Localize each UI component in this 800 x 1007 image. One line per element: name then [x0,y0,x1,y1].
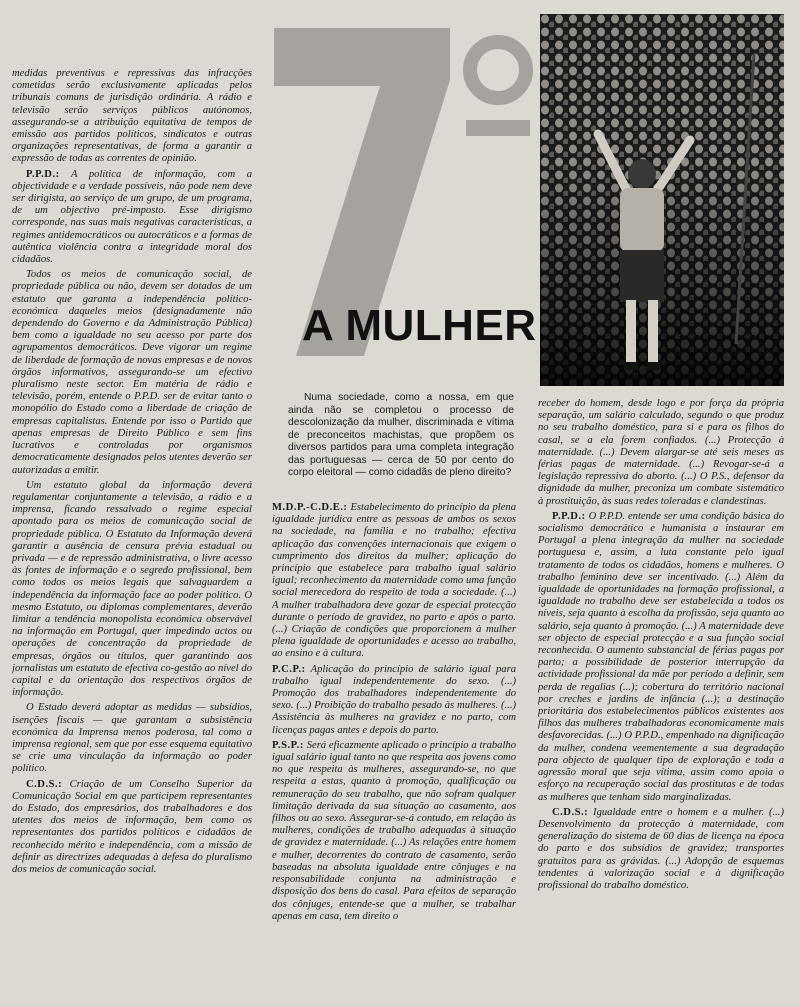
section-title: A MULHER [302,301,537,350]
party-label: P.P.D.: [26,168,60,180]
party-label: P.P.D.: [552,510,586,522]
column-right [538,398,784,1002]
paragraph: P.C.P.: Aplicação do princípio de salário igual para trabalho igual independentemente do sexo. (...) Promoção dos trabalhadores independentemente do sexo. (...) Proibição do trabalho pesado às mulheres. (...) Assistência às mulheres na gravidez e no parto, com licenças pagas antes e depois do parto. [272,663,516,736]
paragraph: Todos os meios de comunicação social, de propriedade pública ou não, devem ser dotados de um estatuto que garanta a independência político-económica daqueles meios (designadamente não dependendo do Governo e da Administração Pública) bem como a igualdade no seu acesso por parte dos agrupamentos democráticos. Deve vigorar um regime de liberdade de formação de novas empresas e de novos órgãos informativos, assegurando-se um efectivo pluralismo neste sector. Em matéria de rádio e televisão, porém, entende o P.P.D. ser de evitar tanto o monopólio do Estado como a liberdade de criação de empresas capitalistas. Entende por isso o Partido que apenas empresas de Direito Público e sem fins lucrativos e controladas por organismos democraticamente designados pelos utentes deverão ser autorizadas a emitir. [12,269,252,476]
intro-paragraph [288,392,514,480]
crowd-photo [540,14,784,386]
party-label: C.D.S.: [26,778,63,790]
party-label: P.S.P.: [272,739,304,751]
ordinal-indicator [460,28,536,148]
intro-text: Numa sociedade, como a nossa, em que ainda não se completou o processo de descolonização da mulher, discriminada e vítima de preconceitos machistas, que propõem os diversos partidos para uma completa integração das portuguesas — cerca de 50 por cento do corpo eleitoral — como cidadãs de pleno direito? [288,392,514,478]
paragraph: C.D.S.: Igualdade entre o homem e a mulher. (...) Desenvolvimento da protecção à maternidade, com generalização do sistema de 60 dias de licença na época do parto e dos subsídios de gravidez; transportes gratuitos para as grávidas. (...) Adopção de esquemas tendentes à valorização social e à dignificação profissional do trabalho doméstico. [538,806,784,891]
paragraph: Um estatuto global da informação deverá regulamentar conjuntamente a televisão, a rádio e a imprensa, ficando ressalvado o regime especial apontado para os meios de comunicação social de propriedade pública. O Estatuto da Informação deverá garantir a ausência de censura prévia estadual ou privada — e de repressão administrativa, o livre acesso às fontes de informação e o segredo profissional, bem como todos os meios legais que salvaguardem a independência da informação face ao poder político. O mesmo Estatuto, ou diplomas complementares, deverão limitar a tendência monopolista económica observável na informação em Portugal, quer impedindo actos ou operações de concentração da propriedade de empresas, órgãos ou títulos, quer garantindo aos jornalistas um estatuto de efectiva co-gestão ao nível do capital e da orientação dos respectivos órgãos de informação. [12,479,252,699]
party-label: M.D.P.-C.D.E.: [272,502,348,513]
paragraph: receber do homem, desde logo e por força da própria separação, um salário calculado, segundo o que produz no seu trabalho doméstico, para si e para os filhos do casal, se a ela forem confiados. (...) Protecção à maternidade. (...) Devem alargar-se até seis meses as férias pagas de maternidade. (...) Revogar-se-á a legislação repressiva do aborto. (...) O P.S., defensor da dignidade da mulher, preconiza um combate sistemático à prostituição, às suas redes toleradas e clandestinas. [538,398,784,507]
paragraph: M.D.P.-C.D.E.: Estabelecimento do princípio da plena igualdade jurídica entre as pessoas de ambos os sexos na sociedade, na família e no trabalho; efectiva aplicação das convenções internacionais que exigem o cumprimento dos direitos da mulher; aplicação do princípio que estabelece para trabalho igual salário igual; reconhecimento da maternidade como uma função social merecedora do respeito de toda a sociedade. (...) A mulher trabalhadora deve gozar de especial protecção durante o período de gravidez, no parto e após o parto. (...) Criação de condições que proporcionem à mulher plena igualdade de oportunidades e acesso ao trabalho, ao ensino e à cultura. [272,502,516,660]
paragraph: P.P.D.: O P.P.D. entende ser uma condição básica do socialismo democrático e humanista a instaurar em Portugal a plena integração da mulher na sociedade portuguesa e, assim, a luta constante pelo igual tratamento de todos os cidadãos, homens e mulheres. O trabalho feminino deve ser incentivado. (...) Além da igualdade de oportunidades na formação profissional, a igualdade no trabalho deve ser estabelecida a todos os níveis, seja quanto à escolha da profissão, seja quanto ao salário, seja quanto à promoção. (...) A maternidade deve ser objecto de especial protecção e a sua função social reconhecida. O aumento substancial de férias pagas por parto; a possibilidade de posterior interrupção da actividade profissional da mãe por período a definir, sem perda de regalias (...); cobertura do território nacional por creches e jardins de infância (...); a destinação prioritária dos estabelecimentos públicos existentes aos filhos das mulheres trabalhadoras economicamente mais desfavorecidas. (...) O P.P.D., empenhado na dignificação da mulher, condena veementemente a sua degradação para objecto de qualquer tipo de exploração e toda a agressão moral que seja vítima, assim como apoia o esforço na recuperação social das prostitutas e de todas as mulheres que tenham sido marginalizadas. [538,510,784,803]
party-label: P.C.P.: [272,663,306,675]
column-left [12,68,252,998]
column-middle [272,502,516,1000]
paragraph: C.D.S.: Criação de um Conselho Superior da Comunicação Social em que participem representantes do Estado, dos empresários, dos trabalhadores e dos utentes dos meios de informação, bem como os representantes dos partidos políticos e cidadãos de reconhecido mérito e independência, com a missão de definir as directrizes adequadas à defesa do pluralismo dos meios de comunicação social. [12,778,252,875]
photo-illustration [540,14,784,386]
paragraph: O Estado deverá adoptar as medidas — subsídios, isenções fiscais — que garantam a subsistência económica da Imprensa menos poderosa, tal como a imprensa regional, sem que por esse esquema equitativo se crie uma vinculação da informação ao poder político. [12,702,252,775]
paragraph: medidas preventivas e repressivas das infracções cometidas serão exclusivamente aplicadas pelos tribunais comuns de jurisdição ordinária. A rádio e televisão serão serviços públicos autónomos, assegurando-se a atribuição equitativa de tempos de emissão aos partidos políticos, sindicatos e outras organizações representativas, de forma a garantir a expressão de todas as correntes de opinião. [12,68,252,165]
paragraph: P.P.D.: A política de informação, com a objectividade e a verdade possíveis, não pode nem deve ser dirigista, ao serviço de um grupo, de um programa, de um objectivo pré-imposto. Esse dirigismo corresponde, nas suas mais negativas características, a regimes antidemocráticos ou autocráticos e a formas de autêntica violência contra a integridade moral dos cidadãos. [12,168,252,266]
paragraph: P.S.P.: Será eficazmente aplicado o princípio a trabalho igual salário igual tanto no que respeita aos jovens como no que respeita às mulheres, assegurando-se, no que respeita a estas, quanto à promoção, qualificação ou remuneração do seu trabalho, que não sofram qualquer limitação derivada da sua situação ao casamento, aos filhos ou ao sexo. Assegurar-se-á contudo, em relação às mulheres, condições de trabalho adequadas à situação de gravidez e maternidade. (...) As relações entre homem e mulher, decorrentes do contrato de casamento, serão baseadas na absoluta igualdade entre cônjuges e na responsabilidade conjunta na administração e disposição dos bens do casal. Para efeitos de separação dos cônjuges, entende-se que a mulher, se trabalhar apenas em casa, tem direito o [272,739,516,922]
party-label: C.D.S.: [552,806,589,818]
